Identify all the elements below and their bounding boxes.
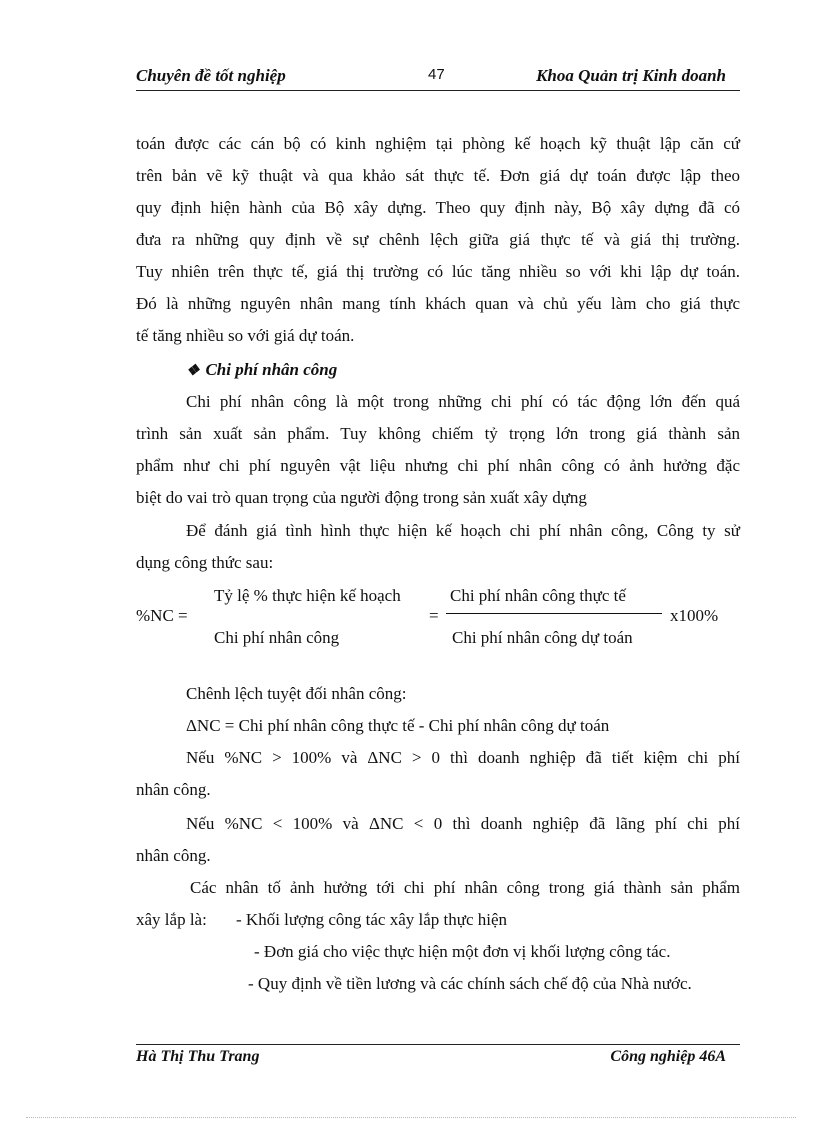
body-line: Đó là những nguyên nhân mang tính khách quan và chủ yếu làm cho giá thực: [136, 294, 740, 313]
body-line: tế tăng nhiều so với giá dự toán.: [136, 326, 355, 345]
body-line: toán được các cán bộ có kinh nghiệm tại phòng kế hoạch kỹ thuật lập căn cứ: [136, 134, 740, 153]
condition-line: nhân công.: [136, 846, 211, 865]
page-header: [136, 64, 740, 91]
section-heading: [186, 360, 337, 381]
formula-block: [0, 586, 816, 656]
header-right-title: Khoa Quản trị Kinh doanh: [536, 66, 726, 85]
page-footer: [136, 1044, 740, 1071]
page-bottom-divider: [26, 1117, 796, 1118]
body-line: đưa ra những quy định về sự chênh lệch giữa giá thực tế và giá thị trường.: [136, 230, 740, 249]
condition-line: nhân công.: [136, 780, 211, 799]
body-line: trên bản vẽ kỹ thuật và qua khảo sát thực tế. Đơn giá dự toán được lập theo: [136, 166, 740, 185]
footer-class: Công nghiệp 46A: [610, 1048, 726, 1065]
body-line: biệt do vai trò quan trọng của người động trong sản xuất xây dựng: [136, 488, 587, 507]
body-line: phẩm như chi phí nguyên vật liệu nhưng chi phí nhân công có ảnh hưởng đặc: [136, 456, 740, 475]
diamond-bullet-icon: ❖: [186, 363, 200, 379]
body-line: Chi phí nhân công là một trong những chi phí có tác động lớn đến quá: [186, 392, 740, 411]
factors-lead: xây lắp là:: [136, 910, 207, 929]
formula-numerator-1: Tỷ lệ % thực hiện kế hoạch: [214, 586, 401, 605]
factor-item: - Đơn giá cho việc thực hiện một đơn vị khối lượng công tác.: [254, 942, 671, 961]
formula-denominator-1: Chi phí nhân công: [214, 628, 340, 647]
condition-line: Nếu %NC < 100% và ΔNC < 0 thì doanh nghiệp đã lãng phí chi phí: [186, 814, 740, 833]
formula-numerator-2: Chi phí nhân công thực tế: [450, 586, 626, 605]
formula-equals: =: [429, 606, 439, 625]
fraction-bar: [446, 613, 662, 614]
body-line: Tuy nhiên trên thực tế, giá thị trường có lúc tăng nhiều so với khi lập dự toán.: [136, 262, 740, 281]
footer-author: Hà Thị Thu Trang: [136, 1048, 260, 1065]
body-line: quy định hiện hành của Bộ xây dựng. Theo quy định này, Bộ xây dựng đã có: [136, 198, 740, 217]
abs-diff-formula: ΔNC = Chi phí nhân công thực tế - Chi phí nhân công dự toán: [186, 716, 610, 735]
section-title: Chi phí nhân công: [205, 360, 338, 379]
formula-denominator-2: Chi phí nhân công dự toán: [452, 628, 633, 647]
page-number: 47: [428, 66, 445, 83]
factor-item: - Quy định về tiền lương và các chính sách chế độ của Nhà nước.: [248, 974, 692, 993]
body-line: dụng công thức sau:: [136, 553, 274, 572]
formula-multiplier: x100%: [670, 606, 719, 625]
body-line: Để đánh giá tình hình thực hiện kế hoạch chi phí nhân công, Công ty sử: [186, 521, 740, 540]
factors-intro: Các nhân tố ảnh hưởng tới chi phí nhân công trong giá thành sản phẩm: [190, 878, 740, 897]
header-left-title: Chuyên đề tốt nghiệp: [136, 66, 286, 85]
factor-item: - Khối lượng công tác xây lắp thực hiện: [236, 910, 508, 929]
abs-diff-label: Chênh lệch tuyệt đối nhân công:: [186, 684, 407, 703]
body-line: trình sản xuất sản phẩm. Tuy không chiếm tỷ trọng lớn trong giá thành sản: [136, 424, 740, 443]
formula-lhs: %NC =: [136, 606, 188, 625]
condition-line: Nếu %NC > 100% và ΔNC > 0 thì doanh nghiệp đã tiết kiệm chi phí: [186, 748, 740, 767]
